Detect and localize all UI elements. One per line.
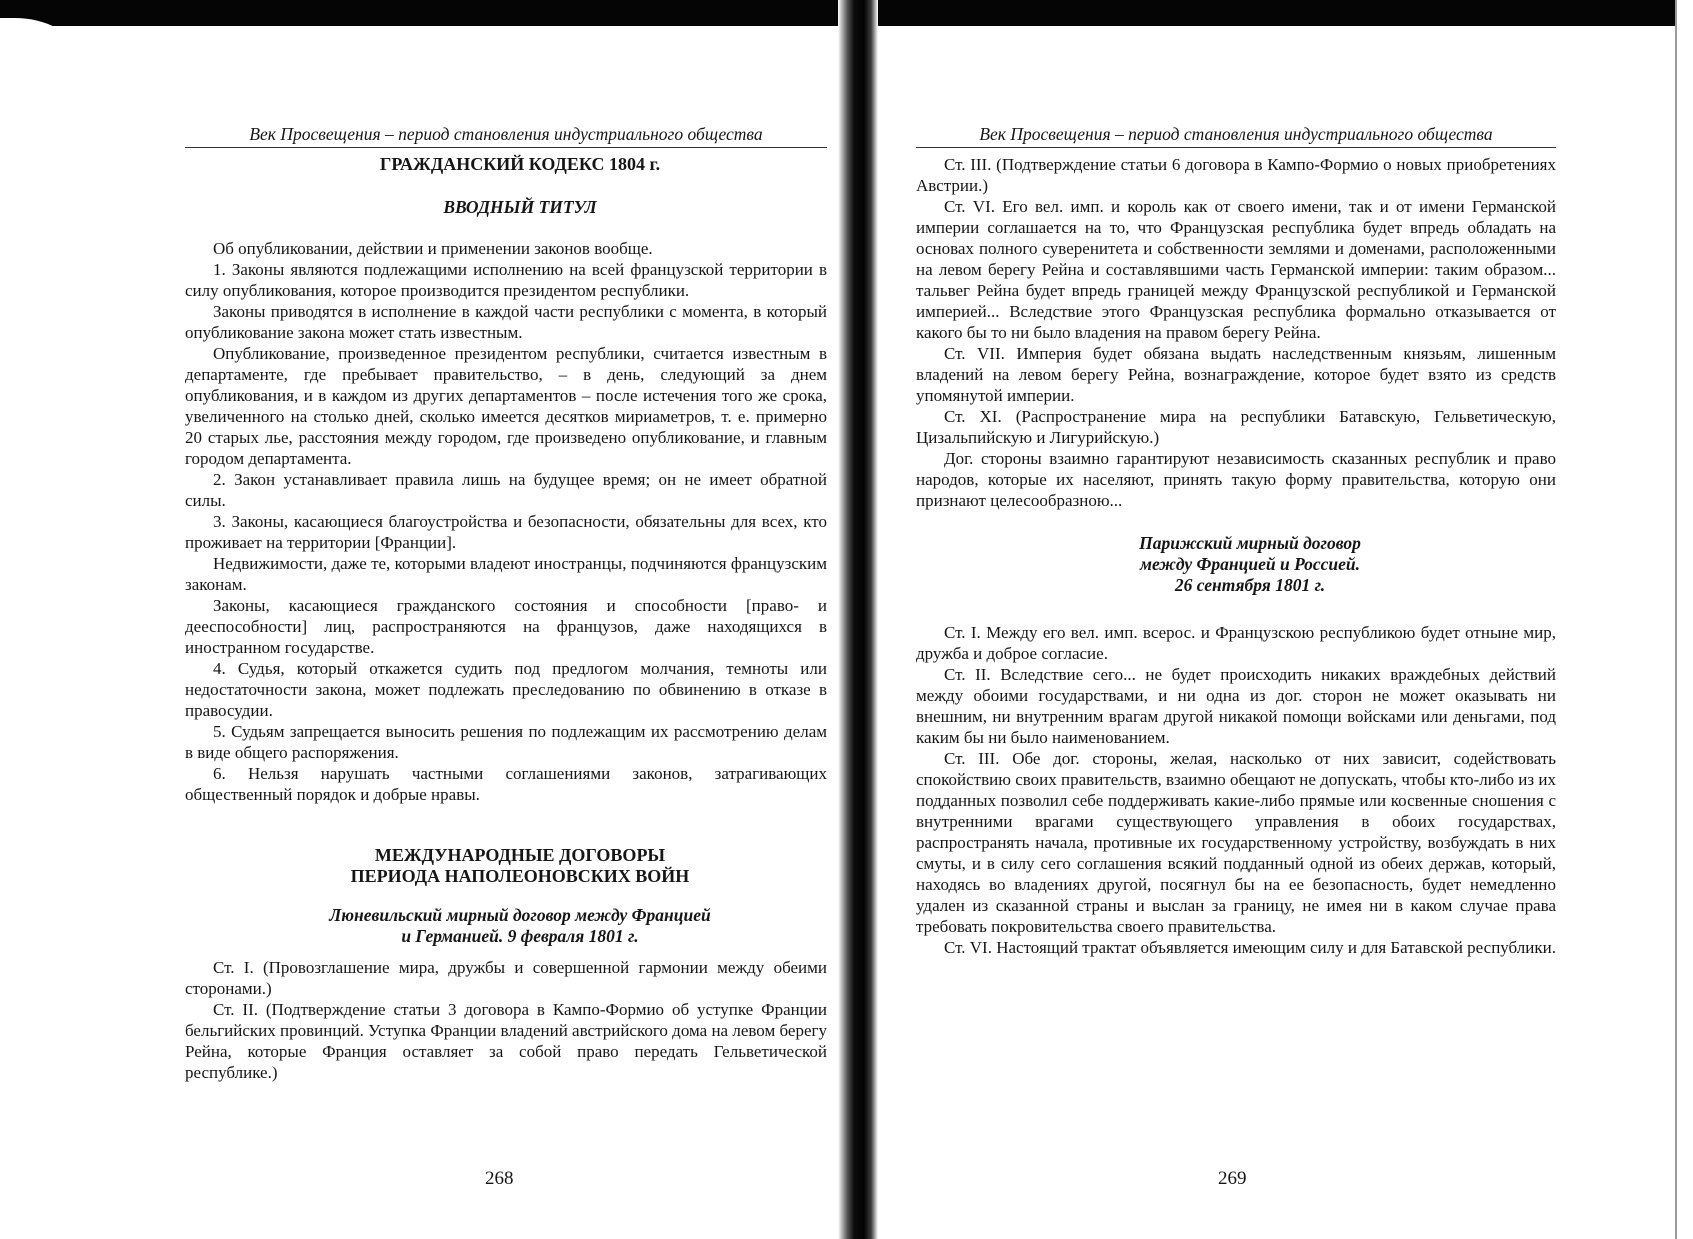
paragraph: 6. Нельзя нарушать частными соглашениями законов, затрагивающих общественный порядок и добрые нравы. — [185, 764, 827, 804]
treaty-paragraph: Ст. II. (Подтверждение статьи 3 договора в Кампо-Формио об уступке Франции бельгийских провинций. Уступка Франции владений австрийского дома на левом берегу Рейна, которые Франция оставляет за собой право передать Гельветической республике.) — [185, 1000, 827, 1082]
paragraph: Законы, касающиеся гражданского состояния и способности [право- и дееспособности] лиц, распространяются на французов, даже находящихся в иностранном государстве. — [185, 596, 827, 657]
treaty-paragraph: Ст. I. Между его вел. имп. всерос. и Французскою республикою будет отныне мир, дружба и доброе согласие. — [916, 623, 1556, 663]
treaty-title: Люневильский мирный договор между Францией — [329, 905, 711, 925]
treaty-paragraph: Ст. I. (Провозглашение мира, дружбы и совершенной гармонии между обеими сторонами.) — [185, 958, 827, 998]
paragraph: Недвижимости, даже те, которыми владеют иностранцы, подчиняются французским законам. — [185, 554, 827, 594]
page-number: 269 — [1218, 1168, 1247, 1189]
paragraph: Об опубликовании, действии и применении законов вообще. — [213, 239, 653, 258]
paragraph: 2. Закон устанавливает правила лишь на будущее время; он не имеет обратной силы. — [185, 470, 827, 510]
section-subtitle: ВВОДНЫЙ ТИТУЛ — [443, 197, 597, 217]
left-page-body — [185, 154, 827, 1083]
treaty-title: и Германией. 9 февраля 1801 г. — [401, 926, 639, 946]
section-title: ПЕРИОДА НАПОЛЕОНОВСКИХ ВОЙН — [350, 866, 690, 886]
paragraph: 5. Судьям запрещается выносить решения по подлежащим их рассмотрению делам в виде общего распоряжения. — [185, 722, 827, 762]
running-header: Век Просвещения – период становления индустриального общества — [185, 124, 827, 148]
page-left — [0, 0, 838, 1239]
section-title: МЕЖДУНАРОДНЫЕ ДОГОВОРЫ — [374, 845, 666, 865]
paragraph: 1. Законы являются подлежащими исполнению на всей французской территории в силу опубликования, которое производится президентом республики. — [185, 260, 827, 300]
treaty-paragraph: Ст. III. Обе дог. стороны, желая, насколько от них зависит, содействовать спокойствию своих правительств, взаимно обещают не допускать, чтобы кто-либо из их подданных позволил себе поддерживать какие-либо прямые или косвенные сношения с внутренними врагами существующего управления в обоих государствах, распространять начала, противные их государственному устройству, возбуждать в них смуты, и в силу сего соглашения всякий подданный одной из обеих держав, который, находясь во владениях другой, посягнул бы на ее безопасность, будет немедленно удален из сказанной страны и выслан за границу, не имея ни в каком случае права требовать покровительства своего правительства. — [916, 749, 1556, 936]
right-page-body — [916, 154, 1556, 958]
page-number: 268 — [485, 1168, 514, 1189]
book-gutter — [838, 0, 878, 1239]
page-edge — [1675, 0, 1693, 1239]
paragraph: 4. Судья, который откажется судить под предлогом молчания, темноты или недостаточности закона, может подлежать преследованию по обвинению в отказе в правосудии. — [185, 659, 827, 720]
treaty-title: Парижский мирный договор — [1139, 533, 1361, 553]
page-right — [878, 0, 1675, 1239]
paragraph: Ст. VII. Империя будет обязана выдать наследственным князьям, лишенным владений на левом берегу Рейна, вознаграждение, которое будет взято из средств упомянутой империи. — [916, 344, 1556, 405]
paragraph: Ст. XI. (Распространение мира на республики Батавскую, Гельветическую, Цизальпийскую и Лигурийскую.) — [916, 407, 1556, 447]
treaty-title: между Францией и Россией. — [1139, 554, 1361, 574]
paragraph: Дог. стороны взаимно гарантируют независимость сказанных республик и право народов, которые их населяют, принять такую форму правительства, которую они признают целесообразною... — [916, 449, 1556, 510]
paragraph: Опубликование, произведенное президентом республики, считается известным в департаменте, где пребывает правительство, – в день, следующий за днем опубликования, и в каждом из других департаментов – после истечения того же срока, увеличенного на столько дней, сколько имеется десятков мириаметров, т. е. примерно 20 старых льe, расстояния между городом, где произведено опубликование, и главным городом департамента. — [185, 344, 827, 468]
treaty-title: 26 сентября 1801 г. — [1174, 575, 1326, 595]
treaty-paragraph: Ст. II. Вследствие сего... не будет происходить никаких враждебных действий между обоими государствами, и ни одна из дог. сторон не может оказывать ни внешним, ни внутренним врагам другой никакой помощи войсками или деньгами, под каким бы ни было наименованием. — [916, 665, 1556, 747]
document-title: ГРАЖДАНСКИЙ КОДЕКС 1804 г. — [379, 154, 661, 174]
treaty-paragraph: Ст. VI. Настоящий трактат объявляется имеющим силу и для Батавской республики. — [944, 938, 1556, 957]
paragraph: Законы приводятся в исполнение в каждой части республики с момента, в который опубликование закона может стать известным. — [185, 302, 827, 342]
paragraph: Ст. VI. Его вел. имп. и король как от своего имени, так и от имени Германской империи соглашается на то, что Французская республика будет впредь обладать на основах полного суверенитета и собственности землями и доменами, расположенными на левом берегу Рейна и составлявшими часть Германской империи: таким образом... тальвег Рейна будет впредь границей между Французской республикой и Германской империей... Вследствие этого Французская республика формально отказывается от какого бы то ни было владения на правом берегу Рейна. — [916, 197, 1556, 342]
paragraph: 3. Законы, касающиеся благоустройства и безопасности, обязательны для всех, кто проживает на территории [Франции]. — [185, 512, 827, 552]
paragraph: Ст. III. (Подтверждение статьи 6 договора в Кампо-Формио о новых приобретениях Австрии.) — [916, 155, 1556, 195]
running-header: Век Просвещения – период становления индустриального общества — [916, 124, 1556, 148]
